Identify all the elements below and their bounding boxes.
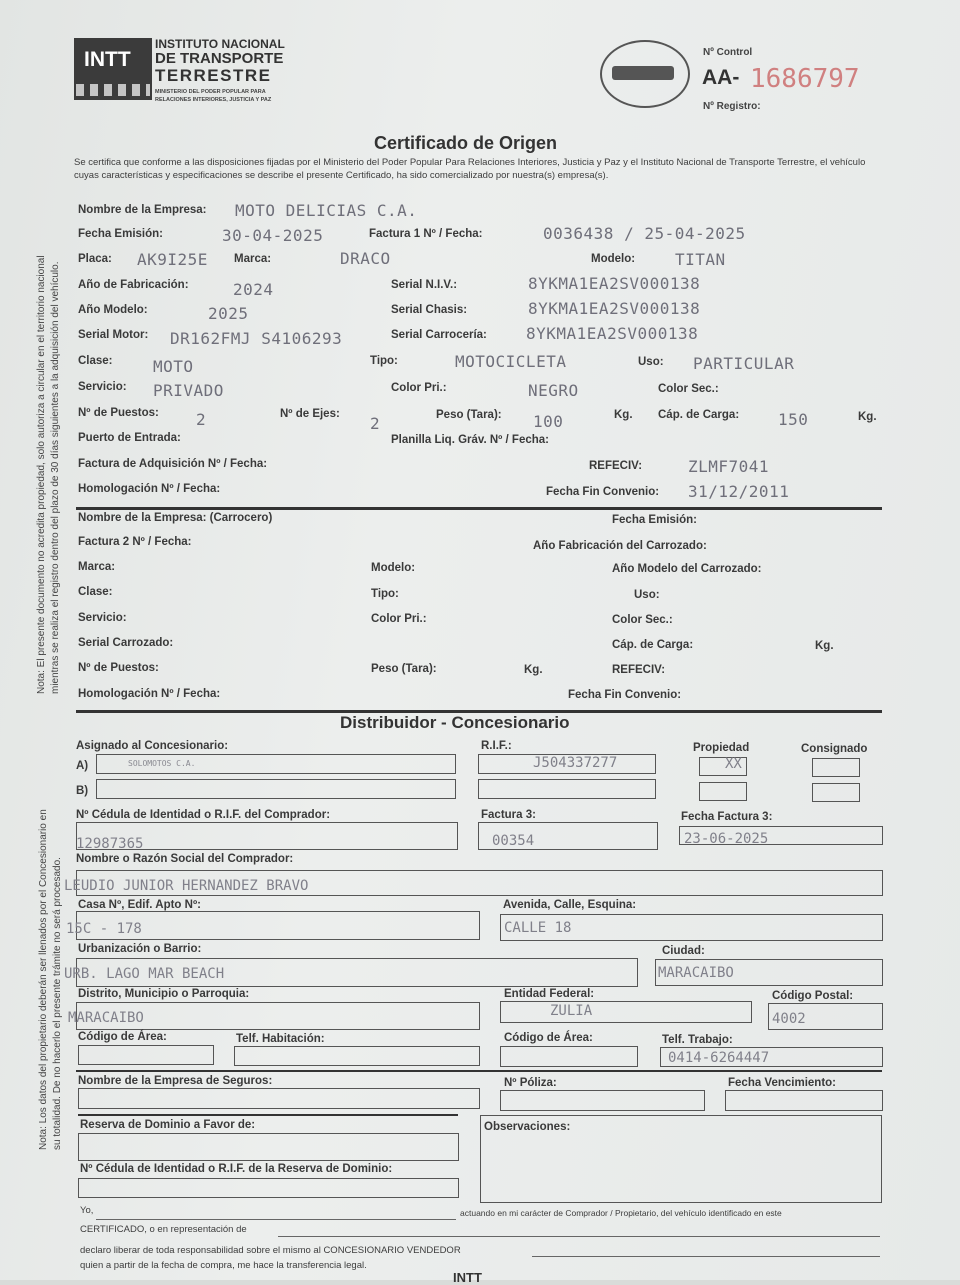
nombre-value: LEUDIO JUNIOR HERNANDEZ BRAVO — [64, 878, 309, 894]
carrocero-clase-label: Clase: — [78, 586, 113, 598]
side-note-top-1: Nota: El presente documento no acredita propiedad, solo autoriza a circular en el territorio nacional — [36, 255, 47, 694]
control-label: Nº Control — [703, 47, 753, 58]
marca-label: Marca: — [234, 253, 272, 265]
carrocero-refeciv-label: REFECIV: — [612, 664, 666, 676]
telf-hab-label: Telf. Habitación: — [236, 1033, 325, 1045]
distribuidor-title: Distribuidor - Concesionario — [340, 713, 570, 732]
registro-label: Nº Registro: — [703, 101, 761, 112]
carrocero-homologacion-label: Homologación Nº / Fecha: — [78, 688, 221, 700]
servicio-label: Servicio: — [78, 381, 127, 393]
carrocero-empresa-label: Nombre de la Empresa: (Carrocero) — [78, 512, 273, 524]
servicio-value: PRIVADO — [153, 381, 224, 400]
fin-convenio-label: Fecha Fin Convenio: — [546, 486, 660, 498]
carrocero-carga-kg: Kg. — [815, 640, 834, 652]
footer-yo-line[interactable] — [96, 1219, 456, 1220]
puerto-label: Puerto de Entrada: — [78, 432, 181, 444]
color-pri-label: Color Pri.: — [391, 382, 447, 394]
carga-value: 150 — [778, 410, 809, 429]
anio-mod-label: Año Modelo: — [78, 304, 148, 316]
tipo-value: MOTOCICLETA — [455, 352, 567, 371]
section-divider-1 — [76, 507, 882, 510]
puestos-value: 2 — [196, 410, 207, 429]
uso-value: PARTICULAR — [693, 354, 795, 373]
carrocero-factura-label: Factura 2 Nº / Fecha: — [78, 536, 192, 548]
road-icon — [76, 84, 150, 96]
peso-value: 100 — [533, 412, 564, 431]
anio-fab-value: 2024 — [233, 280, 274, 299]
ejes-label: Nº de Ejes: — [280, 408, 340, 420]
avenida-value: CALLE 18 — [504, 920, 572, 936]
factura3-label: Factura 3: — [481, 809, 536, 821]
cedula-reserva-label: Nº Cédula de Identidad o R.I.F. de la Reserva de Dominio: — [80, 1163, 393, 1175]
ciudad-label: Ciudad: — [662, 945, 705, 957]
anio-fab-label: Año de Fabricación: — [78, 279, 189, 291]
carroceria-label: Serial Carrocería: — [391, 329, 487, 341]
seguros-label: Nombre de la Empresa de Seguros: — [78, 1075, 273, 1087]
carrocero-anio-mod-label: Año Modelo del Carrozado: — [612, 563, 762, 575]
side-note-bottom-2: su totalidad. De no hacerlo el presente trámite no será procesado. — [52, 857, 63, 1150]
postal-value: 4002 — [772, 1011, 806, 1027]
ministry-line-1: MINISTERIO DEL PODER POPULAR PARA — [155, 89, 266, 95]
fin-convenio-value: 31/12/2011 — [688, 482, 790, 501]
footer-certificado: CERTIFICADO, o en representación de — [80, 1224, 247, 1235]
propiedad-b-checkbox[interactable] — [699, 782, 747, 801]
peso-kg: Kg. — [614, 409, 633, 421]
factura3-value: 00354 — [492, 833, 535, 849]
footer-actuando: actuando en mi carácter de Comprador / Propietario, del vehículo identificado en este — [460, 1208, 782, 1218]
consignado-b-checkbox[interactable] — [812, 783, 860, 802]
row-b-label: B) — [76, 785, 89, 797]
fecha-factura3-value: 23-06-2025 — [684, 831, 769, 847]
section-divider-3 — [76, 1070, 882, 1072]
seguros-field[interactable] — [78, 1088, 480, 1109]
tipo-label: Tipo: — [370, 355, 398, 367]
casa-value: 15C - 178 — [66, 921, 142, 937]
carga-kg: Kg. — [858, 411, 877, 423]
anio-mod-value: 2025 — [208, 304, 249, 323]
carga-label: Cáp. de Carga: — [658, 409, 740, 421]
carrocero-puestos-label: Nº de Puestos: — [78, 662, 159, 674]
observaciones-label: Observaciones: — [484, 1121, 571, 1133]
reserva-divider — [78, 1114, 458, 1116]
niv-label: Serial N.I.V.: — [391, 279, 458, 291]
entidad-label: Entidad Federal: — [504, 988, 595, 1000]
footer-declaro: declaro liberar de toda responsabilidad sobre el mismo al CONCESIONARIO VENDEDOR — [80, 1245, 461, 1256]
nombre-label: Nombre o Razón Social del Comprador: — [76, 853, 294, 865]
area1-field[interactable] — [78, 1045, 214, 1065]
entidad-value: ZULIA — [550, 1003, 593, 1019]
entidad-field[interactable] — [500, 1001, 752, 1023]
telf-trab-value: 0414-6264447 — [668, 1050, 770, 1066]
area2-field[interactable] — [500, 1046, 638, 1067]
empresa-label: Nombre de la Empresa: — [78, 204, 207, 216]
side-note-top-2: mientras se realiza el registro dentro del plazo de 30 días siguientes a la adquisición del vehículo. — [50, 261, 61, 694]
motor-label: Serial Motor: — [78, 329, 149, 341]
distrito-value: MARACAIBO — [68, 1010, 144, 1026]
factura-adq-label: Factura de Adquisición Nº / Fecha: — [78, 458, 268, 470]
vencimiento-label: Fecha Vencimiento: — [728, 1077, 837, 1089]
concesionario-a-value: SOLOMOTOS C.A. — [128, 759, 196, 768]
intro-text: Se certifica que conforme a las disposiciones fijadas por el Ministerio del Poder Popular Para Relaciones Interiores, Justicia y Paz y el Instituto Nacional de Transporte Terrestre, el vehículo cuyas características y especificaciones se describe el presente Certificado, ha sido comercializado por nuestra(s) empresa(s). — [74, 157, 866, 181]
peso-label: Peso (Tara): — [436, 409, 502, 421]
puestos-label: Nº de Puestos: — [78, 407, 159, 419]
urbanizacion-value: URB. LAGO MAR BEACH — [64, 966, 225, 982]
fecha-emision-label: Fecha Emisión: — [78, 228, 163, 240]
carrocero-uso-label: Uso: — [634, 589, 660, 601]
concesionario-b-field[interactable] — [96, 779, 456, 799]
clase-value: MOTO — [153, 357, 194, 376]
color-sec-label: Color Sec.: — [658, 383, 719, 395]
carrocero-servicio-label: Servicio: — [78, 612, 127, 624]
marca-value: DRACO — [340, 249, 391, 268]
refeciv-label: REFECIV: — [589, 460, 643, 472]
planilla-label: Planilla Liq. Gráv. Nº / Fecha: — [391, 434, 550, 446]
row-a-label: A) — [76, 760, 89, 772]
carrocero-anio-fab-label: Año Fabricación del Carrozado: — [533, 540, 707, 552]
carrocero-fin-convenio-label: Fecha Fin Convenio: — [568, 689, 682, 701]
modelo-value: TITAN — [675, 250, 726, 269]
clase-label: Clase: — [78, 355, 113, 367]
footer-logo: INTT — [453, 1270, 482, 1285]
color-pri-value: NEGRO — [528, 381, 579, 400]
distrito-label: Distrito, Municipio o Parroquia: — [78, 988, 250, 1000]
placa-value: AK9I25E — [137, 250, 208, 269]
side-note-bottom-1: Nota: Los datos del propietario deberán ser llenados por el Concesionario en — [38, 809, 49, 1150]
postal-label: Código Postal: — [772, 990, 854, 1002]
rif-b-field[interactable] — [478, 779, 656, 799]
carrocero-marca-label: Marca: — [78, 561, 116, 573]
rif-label: R.I.F.: — [481, 740, 512, 752]
institute-name-3: TERRESTRE — [155, 66, 272, 85]
consignado-a-checkbox[interactable] — [812, 758, 860, 777]
reserva-field[interactable] — [78, 1133, 459, 1161]
page-title: Certificado de Origen — [374, 133, 558, 153]
carrocero-peso-label: Peso (Tara): — [371, 663, 437, 675]
footer-quien: quien a partir de la fecha de compra, me hace la transferencia legal. — [80, 1260, 367, 1271]
empresa-value: MOTO DELICIAS C.A. — [235, 201, 418, 220]
control-number: 1686797 — [750, 64, 860, 94]
institute-name-1: INSTITUTO NACIONAL — [155, 37, 285, 51]
vencimiento-field[interactable] — [725, 1090, 883, 1111]
area1-label: Código de Área: — [78, 1031, 167, 1043]
institute-name-2: DE TRANSPORTE — [155, 50, 284, 67]
propiedad-label: Propiedad — [693, 742, 750, 754]
avenida-label: Avenida, Calle, Esquina: — [503, 899, 637, 911]
motor-value: DR162FMJ S4106293 — [170, 329, 343, 348]
chasis-value: 8YKMA1EA2SV000138 — [528, 299, 701, 318]
carrocero-color-pri-label: Color Pri.: — [371, 613, 427, 625]
poliza-field[interactable] — [500, 1090, 705, 1111]
casa-label: Casa Nº, Edif. Apto Nº: — [78, 899, 201, 911]
chasis-label: Serial Chasis: — [391, 304, 468, 316]
poliza-label: Nº Póliza: — [504, 1077, 557, 1089]
footer-concesionario-line[interactable] — [532, 1256, 880, 1257]
carrocero-peso-kg: Kg. — [524, 664, 543, 676]
propiedad-a-mark: XX — [725, 756, 742, 772]
carrocero-carga-label: Cáp. de Carga: — [612, 639, 694, 651]
cedula-label: Nº Cédula de Identidad o R.I.F. del Comprador: — [76, 809, 331, 821]
control-prefix: AA- — [702, 66, 740, 89]
seal-stars-icon — [612, 66, 674, 80]
homologacion-label: Homologación Nº / Fecha: — [78, 483, 221, 495]
rif-a-value: J504337277 — [533, 755, 618, 771]
niv-value: 8YKMA1EA2SV000138 — [528, 274, 701, 293]
area2-label: Código de Área: — [504, 1032, 593, 1044]
telf-trab-label: Telf. Trabajo: — [662, 1034, 733, 1046]
factura-label: Factura 1 Nº / Fecha: — [369, 228, 483, 240]
intt-logo-text: INTT — [84, 48, 131, 71]
carrocero-tipo-label: Tipo: — [371, 588, 399, 600]
placa-label: Placa: — [78, 253, 112, 265]
uso-label: Uso: — [638, 356, 664, 368]
ejes-value: 2 — [370, 414, 381, 433]
consignado-label: Consignado — [801, 743, 868, 755]
ministry-line-2: RELACIONES INTERIORES, JUSTICIA Y PAZ — [155, 97, 272, 103]
modelo-label: Modelo: — [591, 253, 636, 265]
carrocero-color-sec-label: Color Sec.: — [612, 614, 673, 626]
fecha-factura3-label: Fecha Factura 3: — [681, 811, 773, 823]
footer-yo: Yo, — [80, 1205, 94, 1216]
fecha-emision-value: 30-04-2025 — [222, 226, 324, 245]
carrocero-fecha-emision-label: Fecha Emisión: — [612, 514, 697, 526]
ciudad-value: MARACAIBO — [658, 965, 734, 981]
asignado-label: Asignado al Concesionario: — [76, 740, 229, 752]
telf-hab-field[interactable] — [234, 1046, 480, 1066]
carrocero-serial-label: Serial Carrozado: — [78, 637, 174, 649]
urbanizacion-label: Urbanización o Barrio: — [78, 943, 202, 955]
factura-value: 0036438 / 25-04-2025 — [543, 224, 746, 243]
footer-representacion-line[interactable] — [278, 1236, 880, 1237]
cedula-value: 12987365 — [76, 836, 144, 852]
carroceria-value: 8YKMA1EA2SV000138 — [526, 324, 699, 343]
cedula-reserva-field[interactable] — [78, 1178, 459, 1198]
refeciv-value: ZLMF7041 — [688, 457, 770, 476]
reserva-label: Reserva de Dominio a Favor de: — [80, 1119, 256, 1131]
carrocero-modelo-label: Modelo: — [371, 562, 416, 574]
